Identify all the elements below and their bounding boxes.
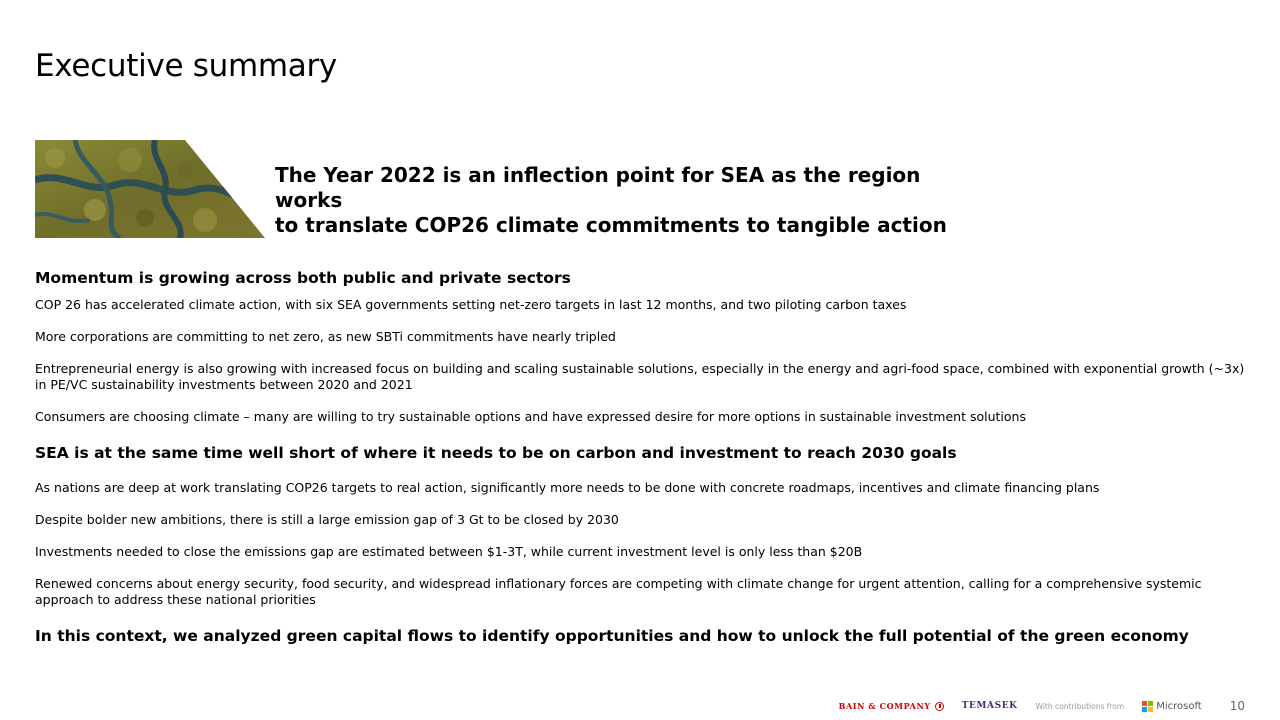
microsoft-logo <box>1142 701 1202 712</box>
summary-point: Investments needed to close the emissions gap are estimated between $1-3T, while current investment level is only less than $20B <box>35 544 863 559</box>
conclusion-statement: In this context, we analyzed green capital flows to identify opportunities and how to unlock the full potential of the green economy <box>35 627 1189 645</box>
summary-point: Entrepreneurial energy is also growing with increased focus on building and scaling sustainable solutions, especially in the energy and agri-food space, combined with exponential growth (~3x) in PE/VC sustainability investments between 2020 and 2021 <box>35 361 1245 392</box>
summary-point: Despite bolder new ambitions, there is still a large emission gap of 3 Gt to be closed by 2030 <box>35 512 619 527</box>
summary-point: More corporations are committing to net zero, as new SBTi commitments have nearly tripled <box>35 329 616 344</box>
headline-line-1: The Year 2022 is an inflection point for SEA as the region works <box>275 163 921 212</box>
bain-wordmark: BAIN & COMPANY <box>838 701 931 711</box>
section-heading-momentum: Momentum is growing across both public and private sectors <box>35 269 571 287</box>
momentum-points <box>35 297 1250 425</box>
footer <box>839 698 1245 714</box>
headline-line-2: to translate COP26 climate commitments to tangible action <box>275 213 947 237</box>
bain-logo <box>839 701 944 711</box>
temasek-logo: TEMASEK <box>961 701 1018 711</box>
summary-point: Renewed concerns about energy security, food security, and widespread inflationary forces are competing with climate change for urgent attention, calling for a comprehensive systemic approach to address these national priorities <box>35 576 1202 607</box>
page-number: 10 <box>1229 699 1245 713</box>
page-title: Executive summary <box>35 48 337 84</box>
summary-point: Consumers are choosing climate – many are willing to try sustainable options and have expressed desire for more options in sustainable investment solutions <box>35 409 1026 424</box>
contributions-label: With contributions from <box>1035 701 1125 711</box>
headline <box>275 163 975 238</box>
mangrove-aerial-image <box>35 140 265 238</box>
section-heading-shortfall: SEA is at the same time well short of where it needs to be on carbon and investment to reach 2030 goals <box>35 444 957 462</box>
microsoft-windows-icon <box>1142 701 1153 712</box>
summary-point: COP 26 has accelerated climate action, with six SEA governments setting net-zero targets in last 12 months, and two piloting carbon taxes <box>35 297 907 312</box>
summary-point: As nations are deep at work translating COP26 targets to real action, significantly more needs to be done with concrete roadmaps, incentives and climate financing plans <box>35 480 1100 495</box>
microsoft-wordmark: Microsoft <box>1156 700 1202 712</box>
shortfall-points <box>35 480 1250 608</box>
bain-emblem-icon <box>935 702 944 711</box>
summary-body <box>35 268 1250 646</box>
